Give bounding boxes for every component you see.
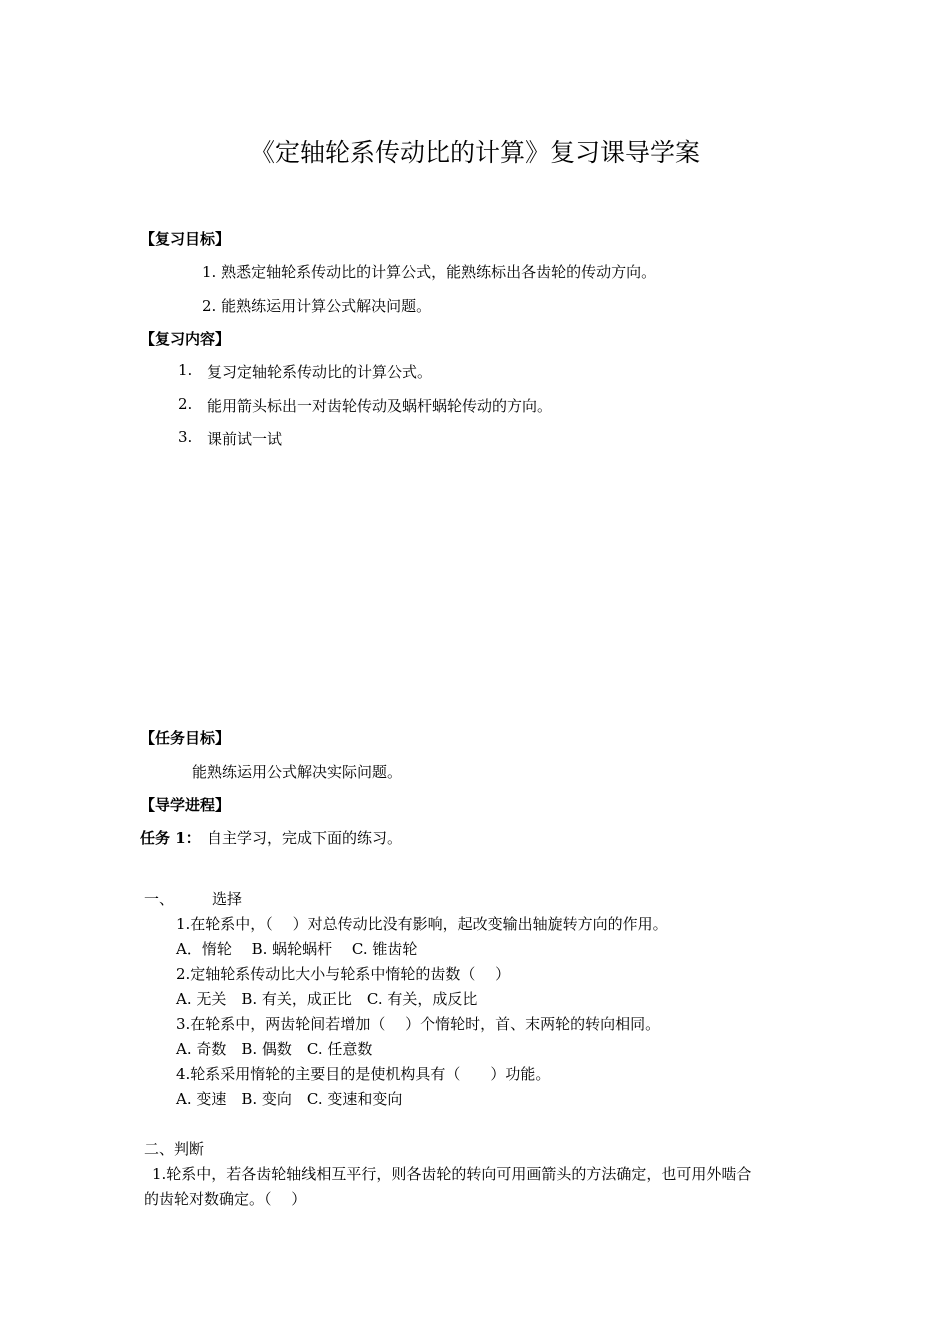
task-goal-heading: 【任务目标】	[140, 729, 231, 747]
section1-label: 选择	[212, 890, 243, 908]
review-content-num-3: 3.	[178, 428, 193, 446]
judge-q1-line1: 1.轮系中，若各齿轮轴线相互平行，则各齿轮的转向可用画箭头的方法确定，也可用外啮合	[152, 1165, 752, 1183]
task1-text: 自主学习，完成下面的练习。	[207, 829, 403, 847]
choice-q1: 1.在轮系中，（ ）对总传动比没有影响，起改变输出轴旋转方向的作用。	[176, 915, 668, 933]
review-content-num-1: 1.	[178, 361, 193, 379]
choice-q3-options: A. 奇数 B. 偶数 C. 任意数	[176, 1040, 373, 1058]
choice-q2-options: A. 无关 B. 有关，成正比 C. 有关，成反比	[176, 990, 478, 1008]
choice-q3: 3.在轮系中，两齿轮间若增加（ ）个惰轮时，首、末两轮的转向相同。	[176, 1015, 661, 1033]
review-content-item-1: 复习定轴轮系传动比的计算公式。	[207, 363, 433, 381]
review-goal-item-2: 2. 能熟练运用计算公式解决问题。	[202, 297, 432, 315]
review-content-heading: 【复习内容】	[140, 330, 231, 348]
review-goal-item-1: 1. 熟悉定轴轮系传动比的计算公式，能熟练标出各齿轮的传动方向。	[202, 263, 657, 281]
page-title: 《定轴轮系传动比的计算》复习课导学案	[249, 138, 700, 167]
choice-q1-options: A．惰轮 B. 蜗轮蜗杆 C. 锥齿轮	[176, 940, 418, 958]
section2-heading: 二、判断	[144, 1140, 205, 1158]
review-content-num-2: 2.	[178, 395, 193, 413]
review-goals-heading: 【复习目标】	[140, 230, 231, 248]
choice-q4: 4.轮系采用惰轮的主要目的是使机构具有（ ）功能。	[176, 1065, 551, 1083]
section1-number: 一、	[144, 890, 175, 908]
task-goal-text: 能熟练运用公式解决实际问题。	[192, 763, 403, 781]
task1-label: 任务 1：	[140, 829, 201, 847]
choice-q4-options: A. 变速 B. 变向 C. 变速和变向	[176, 1090, 403, 1108]
review-content-item-2: 能用箭头标出一对齿轮传动及蜗杆蜗轮传动的方向。	[207, 397, 553, 415]
judge-q1-line2: 的齿轮对数确定。（ ）	[144, 1190, 307, 1208]
review-content-item-3: 课前试一试	[207, 430, 283, 448]
choice-q2: 2.定轴轮系传动比大小与轮系中惰轮的齿数（ ）	[176, 965, 511, 983]
guide-heading: 【导学进程】	[140, 796, 231, 814]
